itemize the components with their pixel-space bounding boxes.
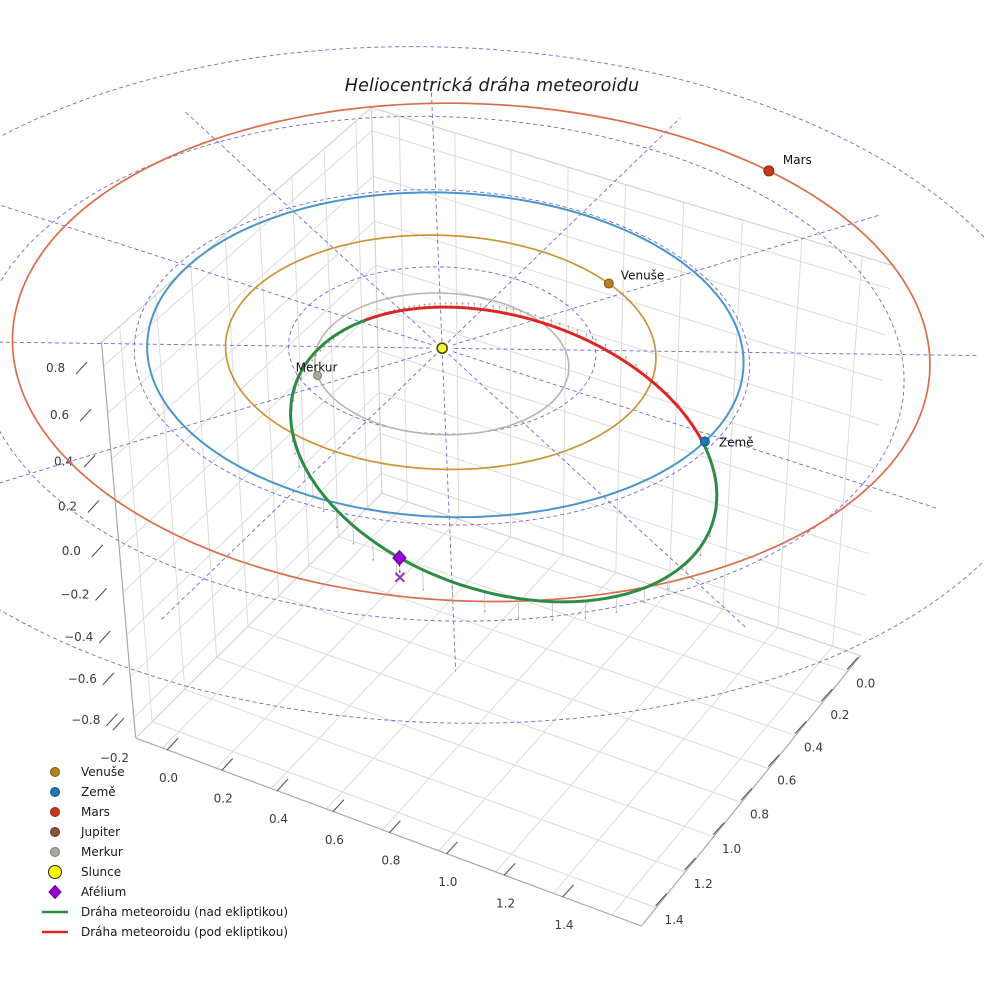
polar-circle [0,47,984,724]
y-tick-label: 0.8 [749,807,770,822]
y-tick-label: 1.2 [693,876,713,891]
z-tick-label: 0.6 [50,408,70,423]
legend-item [38,902,288,922]
legend-label: Země [81,785,116,799]
orbit-země [147,192,743,517]
polar-spoke [160,354,436,621]
z-tick-label: 0.0 [61,543,81,558]
x-tick-label: 0.0 [158,771,179,786]
legend-dot-icon [38,844,72,860]
legend-dot-icon [38,804,72,820]
legend-label: Jupiter [81,825,121,839]
meteoroid-stems [290,302,717,621]
legend-item [38,842,288,862]
legend-dot-icon [38,784,72,800]
polar-spoke [0,341,430,348]
meteoroid-below-ecliptic-path [364,307,702,440]
legend-label: Dráha meteoroidu (pod ekliptikou) [81,925,289,939]
z-tick-label: −0.6 [67,671,97,686]
legend-label: Mars [81,805,110,819]
legend-label: Venuše [81,765,125,779]
aphelion-diamond [393,551,406,565]
x-tick-label: 0.4 [268,812,289,826]
legend-line-icon [38,904,72,920]
planet-dot-země [700,437,709,446]
legend-dot-icon [38,764,72,780]
meteoroid-above-ecliptic-path [291,321,717,602]
y-tick-label: 0.0 [856,676,876,691]
legend-item [38,762,288,782]
x-tick-label: 0.6 [324,832,344,847]
polar-spoke [442,355,455,672]
planet-label-merkur: Merkur [295,360,338,375]
legend-item [38,922,288,942]
legend-dot-icon [38,824,72,840]
legend-item [38,822,288,842]
legend-diamond-icon [38,884,72,900]
y-tick-label: 0.2 [830,708,850,723]
planet-markers [296,153,812,450]
planet-dot-venuše [604,279,613,288]
polar-grid [0,47,984,724]
z-tick-label: 0.8 [46,361,66,375]
sun-dot [437,343,447,353]
polar-spoke [453,215,880,345]
x-tick-label: 0.8 [381,853,401,868]
legend [38,762,288,942]
y-tick-label: 0.4 [804,740,824,755]
planet-label-země: Země [718,435,754,450]
y-tick-label: 0.6 [777,773,797,788]
z-tick-label: 0.2 [57,499,78,514]
z-tick-label: 0.4 [54,454,74,469]
planet-dot-mars [764,166,774,176]
planet-label-venuše: Venuše [620,268,665,283]
legend-item [38,882,288,902]
legend-item [38,862,288,882]
legend-label: Merkur [81,845,123,859]
z-tick-label: −0.4 [64,630,94,644]
legend-item [38,802,288,822]
y-tick-label: 1.0 [722,841,742,856]
x-tick-label: 0.2 [213,791,233,806]
polar-spoke [454,348,978,355]
y-tick-label: 1.4 [664,912,684,927]
x-tick-label: −0.2 [99,751,129,766]
polar-spoke [449,354,746,628]
x-tick-label: 1.4 [554,918,574,932]
legend-label: Slunce [81,865,122,879]
legend-sun-icon [38,864,72,880]
sun-marker [437,343,447,353]
polar-spoke [184,110,436,342]
x-tick-label: 1.0 [438,874,458,889]
legend-label: Afélium [81,885,127,899]
z-tick-label: −0.2 [60,587,90,602]
z-tick-label: −0.8 [71,712,101,727]
x-tick-label: 1.2 [496,896,516,911]
legend-line-icon [38,924,72,940]
legend-label: Dráha meteoroidu (nad ekliptikou) [81,905,289,919]
planet-label-mars: Mars [782,152,812,167]
legend-item [38,782,288,802]
chart-title: Heliocentrická dráha meteoroidu [344,76,640,96]
aphelion-marker [393,551,406,582]
